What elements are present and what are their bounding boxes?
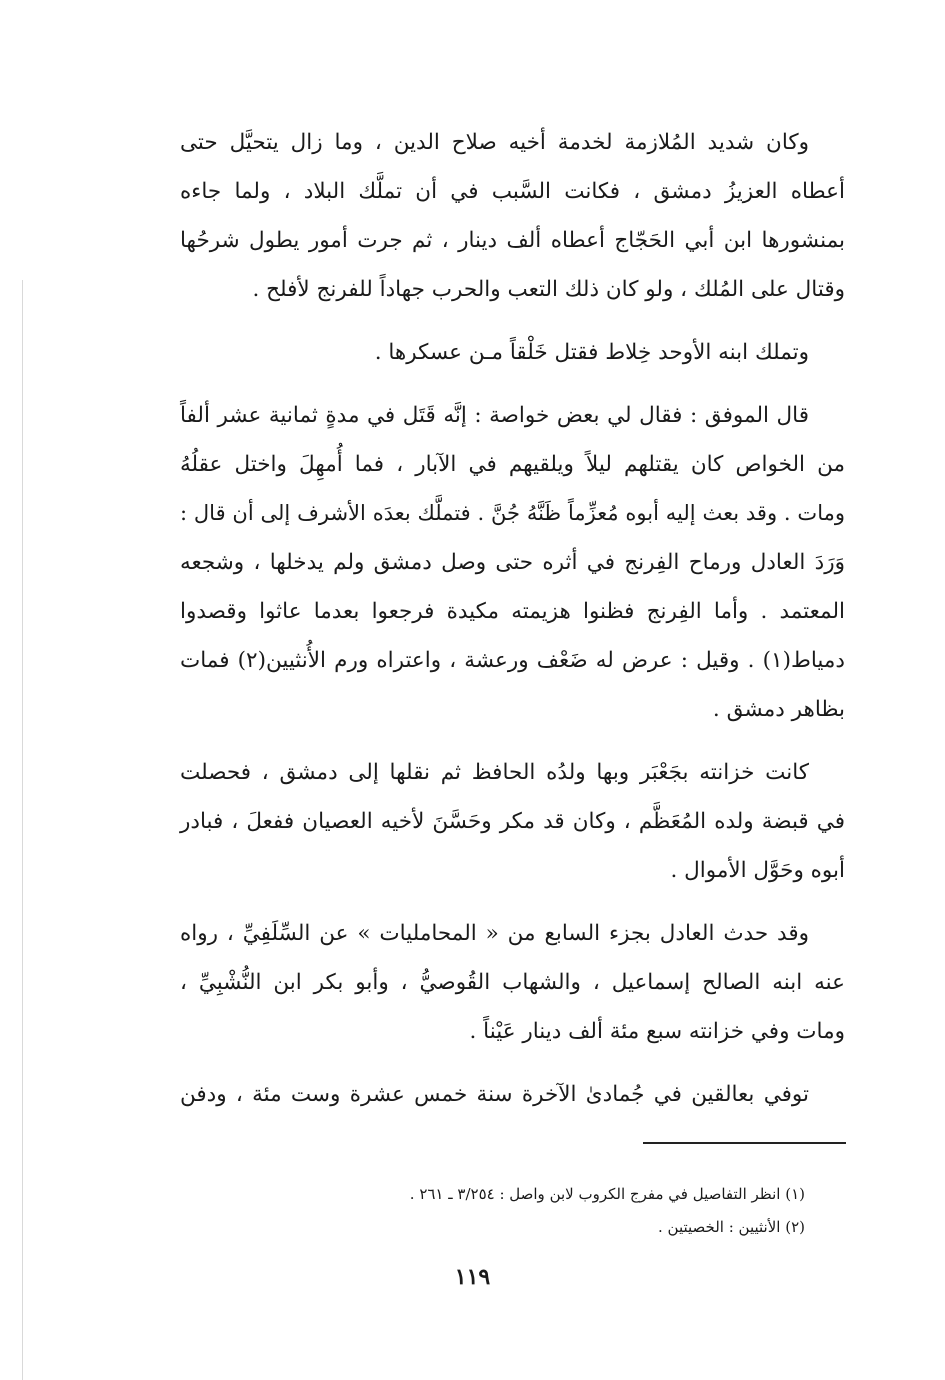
text-line: ومات . وقد بعث إليه أبوه مُعزِّماً ظَنَّهُ جُنَّ . فتملَّك بعدَه الأشرف إلى أن قال : [180,501,845,525]
footnote-1: (١) انظر التفاصيل في مفرج الكروب لابن واصل : ٣/٢٥٤ ـ ٢٦١ . [409,1185,805,1203]
paragraph-3 [180,391,845,734]
text-line: دمياط(١) . وقيل : عرض له ضَعْف ورعشة ، واعتراه ورم الأُنثيين(٢) فمات [180,648,845,673]
text-line: ومات وفي خزانته سبع مئة ألف دينار عَيْناً . [469,1019,845,1044]
text-line: أبوه وحَوَّل الأموال . [670,858,845,883]
footnote-2: (٢) الأنثيين : الخصيتين . [658,1218,805,1236]
main-text [180,118,845,1133]
text-line: عنه ابنه الصالح إسماعيل ، والشهاب القُوصيُّ ، وأبو بكر ابن النُّشْبِيِّ ، [180,970,845,995]
paragraph-4 [180,748,845,895]
footnote-separator [643,1142,846,1144]
text-line: وَرَدَ العادل ورماح الفِرنج في أثره حتى وصل دمشق ولم يدخلها ، وشجعه [180,550,845,575]
paragraph-1 [180,118,845,314]
text-line: بظاهر دمشق . [712,697,845,722]
text-line: في قبضة ولده المُعَظَّم ، وكان قد مكر وحَسَّنَ لأخيه العصيان ففعلَ ، فبادر [180,809,845,834]
paragraph-2 [180,328,845,377]
text-line: وتملك ابنه الأوحد خِلاط فقتل خَلْقاً مـن عسكرها . [374,340,809,365]
text-line: وقتال على المُلك ، ولو كان ذلك التعب والحرب جهاداً للفرنج لأفلح . [252,277,845,302]
text-line: توفي بعالقين في جُمادىٰ الآخرة سنة خمس عشرة وست مئة ، ودفن [180,1082,809,1107]
text-line: وكان شديد المُلازمة لخدمة أخيه صلاح الدين ، وما زال يتحيَّل حتى [180,130,809,155]
text-line: كانت خزانته بجَعْبَر وبها ولدُه الحافظ ثم نقلها إلى دمشق ، فحصلت [180,760,809,785]
scan-margin-line [22,280,23,1380]
text-line: المعتمد . وأما الفِرنج فظنوا هزيمته مكيدة فرجعوا بعدما عاثوا وقصدوا [180,599,845,624]
text-line: أعطاه العزيزُ دمشق ، فكانت السَّبب في أن تملَّك البلاد ، ولما جاءه [180,179,845,204]
text-line: من الخواص كان يقتلهم ليلاً ويلقيهم في الآبار ، فما أُمهِلَ واختل عقلُهُ [180,452,845,477]
text-line: وقد حدث العادل بجزء السابع من « المحامليات » عن السِّلَفِيِّ ، رواه [180,921,809,946]
footnotes [180,1178,805,1244]
text-line: قال الموفق : فقال لي بعض خواصة : إنَّه قَتَل في مدةٍ ثمانية عشر ألفاً [180,403,809,428]
paragraph-6 [180,1070,845,1119]
text-line: بمنشورها ابن أبي الحَجّاج أعطاه ألف دينار ، ثم جرت أمور يطول شرحُها [180,228,845,253]
paragraph-5 [180,909,845,1056]
page-number: ١١٩ [454,1264,491,1290]
